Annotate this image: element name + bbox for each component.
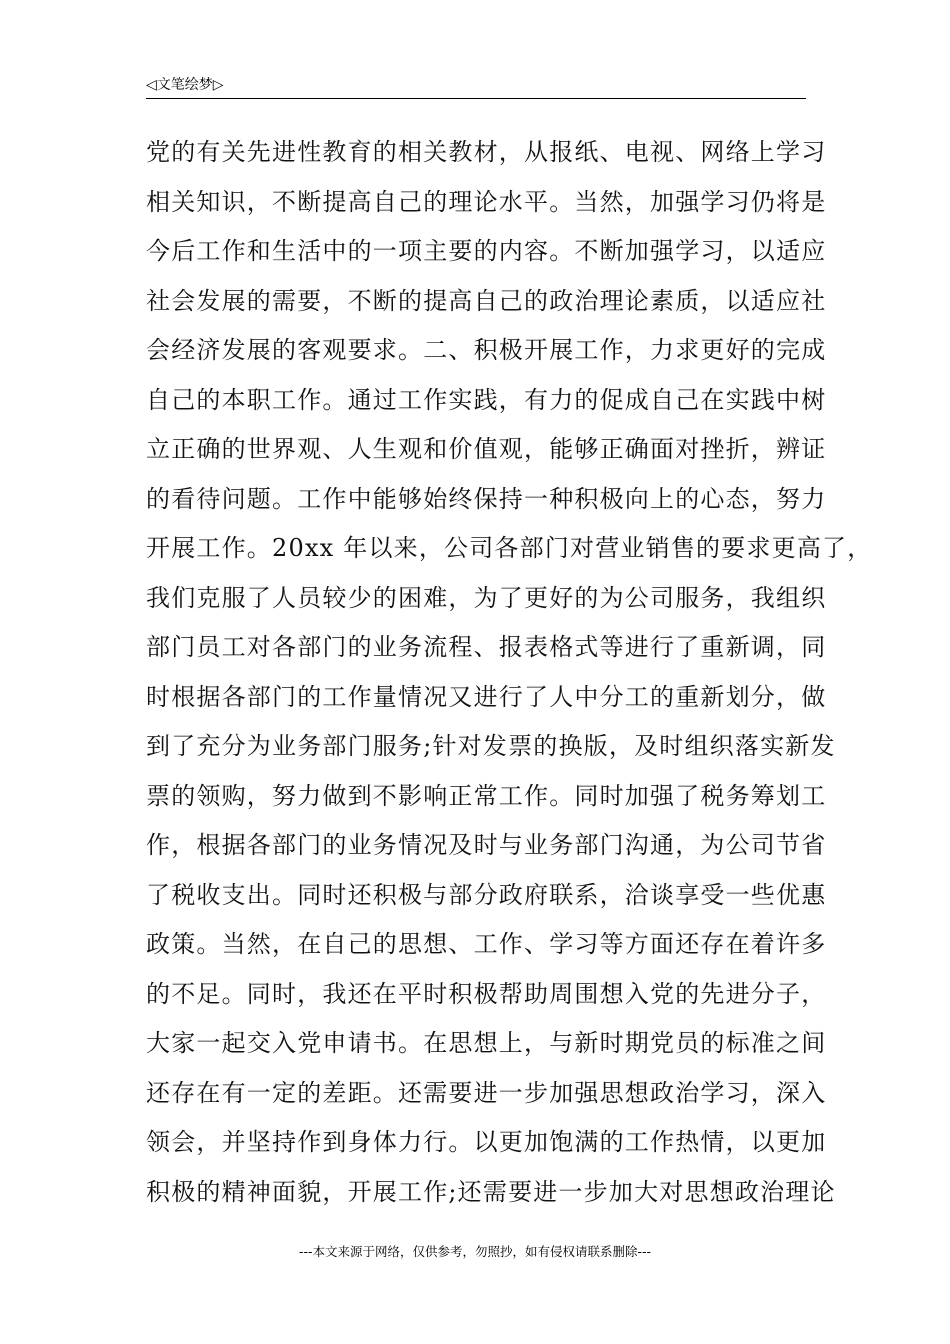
body-line: 作，根据各部门的业务情况及时与业务部门沟通，为公司节省 [146, 831, 827, 859]
body-line: 立正确的世界观、人生观和价值观，能够正确面对挫折，辨证 [146, 435, 827, 463]
body-line: 了税收支出。同时还积极与部分政府联系，洽谈享受一些优惠 [146, 880, 827, 909]
body-line: 我们克服了人员较少的困难，为了更好的为公司服务，我组织 [146, 583, 827, 612]
body-line: 自己的本职工作。通过工作实践，有力的促成自己在实践中树 [146, 385, 827, 414]
body-line: 相关知识，不断提高自己的理论水平。当然，加强学习仍将是 [146, 187, 827, 216]
body-line: 还存在有一定的差距。还需要进一步加强思想政治学习，深入 [146, 1078, 827, 1107]
body-line: 票的领购，努力做到不影响正常工作。同时加强了税务筹划工 [146, 781, 827, 810]
body-line: 社会发展的需要，不断的提高自己的政治理论素质，以适应社 [146, 286, 827, 315]
body-line: 时根据各部门的工作量情况又进行了人中分工的重新划分，做 [146, 682, 827, 711]
body-line: 会经济发展的客观要求。二、积极开展工作，力求更好的完成 [146, 336, 827, 364]
body-line: 政策。当然，在自己的思想、工作、学习等方面还存在着许多 [146, 930, 827, 958]
body-line: 大家一起交入党申请书。在思想上，与新时期党员的标准之间 [146, 1029, 827, 1057]
body-line: 领会，并坚持作到身体力行。以更加饱满的工作热情，以更加 [146, 1128, 827, 1156]
body-line: 积极的精神面貌，开展工作;还需要进一步加大对思想政治理论 [146, 1177, 836, 1206]
body-line: 开展工作。20xx 年以来，公司各部门对营业销售的要求更高了， [146, 534, 873, 562]
body-line: 部门员工对各部门的业务流程、报表格式等进行了重新调，同 [146, 633, 827, 661]
body-line: 的不足。同时，我还在平时积极帮助周围想入党的先进分子， [146, 979, 827, 1008]
page-header [146, 74, 806, 99]
document-body [146, 128, 873, 1217]
page-footer: ---本文来源于网络，仅供参考，勿照抄，如有侵权请联系删除--- [298, 1244, 652, 1259]
body-line: 的看待问题。工作中能够始终保持一种积极向上的心态，努力 [146, 484, 827, 513]
body-line: 今后工作和生活中的一项主要的内容。不断加强学习，以适应 [146, 237, 827, 265]
body-line: 党的有关先进性教育的相关教材，从报纸、电视、网络上学习 [146, 138, 827, 166]
header-title: ◁文笔绘梦▷ [146, 77, 224, 93]
body-line: 到了充分为业务部门服务;针对发票的换版，及时组织落实新发 [146, 732, 836, 760]
